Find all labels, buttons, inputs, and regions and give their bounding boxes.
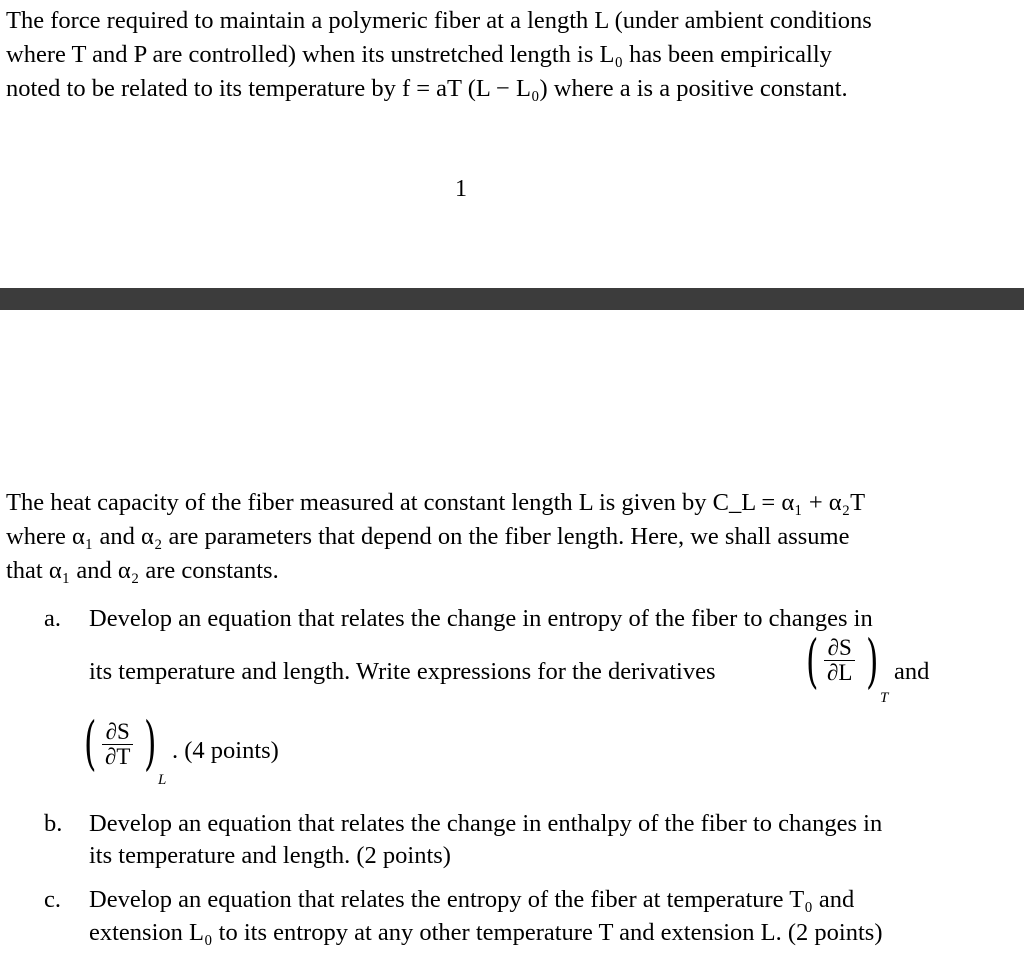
fraction-numerator: ∂S [105,719,130,744]
points-text: . (4 points) [172,737,279,764]
heat-line-1: The heat capacity of the fiber measured at constant length L is given by C_L = α₁ + α₂T [6,489,866,516]
fraction-dS-dL [824,636,855,685]
question-b-letter: b. [44,810,63,837]
question-b-line-2: its temperature and length. (2 points) [89,842,451,869]
fraction-numerator: ∂S [827,635,852,660]
question-a-and [894,655,929,688]
question-a-letter: a. [44,605,61,632]
question-a-points [172,734,279,767]
heat-paragraph [6,486,865,588]
question-a-line-2: its temperature and length. Write expressions for the derivatives [89,658,716,685]
derivative-dS-dL [806,627,896,712]
intro-line-3: noted to be related to its temperature by f = aT (L − L₀) where a is a positive constant. [6,75,848,102]
question-c-line-2: extension L₀ to its entropy at any other temperature T and extension L. (2 points) [89,919,883,946]
question-b-line-1: Develop an equation that relates the change in enthalpy of the fiber to changes in [89,810,883,837]
left-paren-icon: ( [84,709,97,777]
fraction-dS-dT [102,720,133,769]
right-paren-icon: ) [866,627,879,695]
derivative-dS-dT [84,709,179,794]
intro-line-2: where T and P are controlled) when its unstretched length is L₀ has been empirically [6,41,832,68]
question-c-letter: c. [44,886,61,913]
intro-line-1: The force required to maintain a polymeric fiber at a length L (under ambient conditions [6,7,872,34]
left-paren-icon: ( [806,627,819,695]
held-variable: L [158,772,167,788]
heat-line-2: where α₁ and α₂ are parameters that depend on the fiber length. Here, we shall assume [6,523,850,550]
and-text: and [894,658,930,685]
fraction-denominator: ∂L [824,660,855,685]
intro-paragraph [6,4,872,106]
fraction-denominator: ∂T [102,744,133,769]
page-number: 1 [455,176,467,202]
page-divider [0,288,1024,310]
heat-line-3: that α₁ and α₂ are constants. [6,557,279,584]
right-paren-icon: ) [144,709,157,777]
question-a-line-1: Develop an equation that relates the change in entropy of the fiber to changes in [89,605,873,632]
held-variable: T [880,690,889,706]
question-c-line-1: Develop an equation that relates the entropy of the fiber at temperature T₀ and [89,886,855,913]
